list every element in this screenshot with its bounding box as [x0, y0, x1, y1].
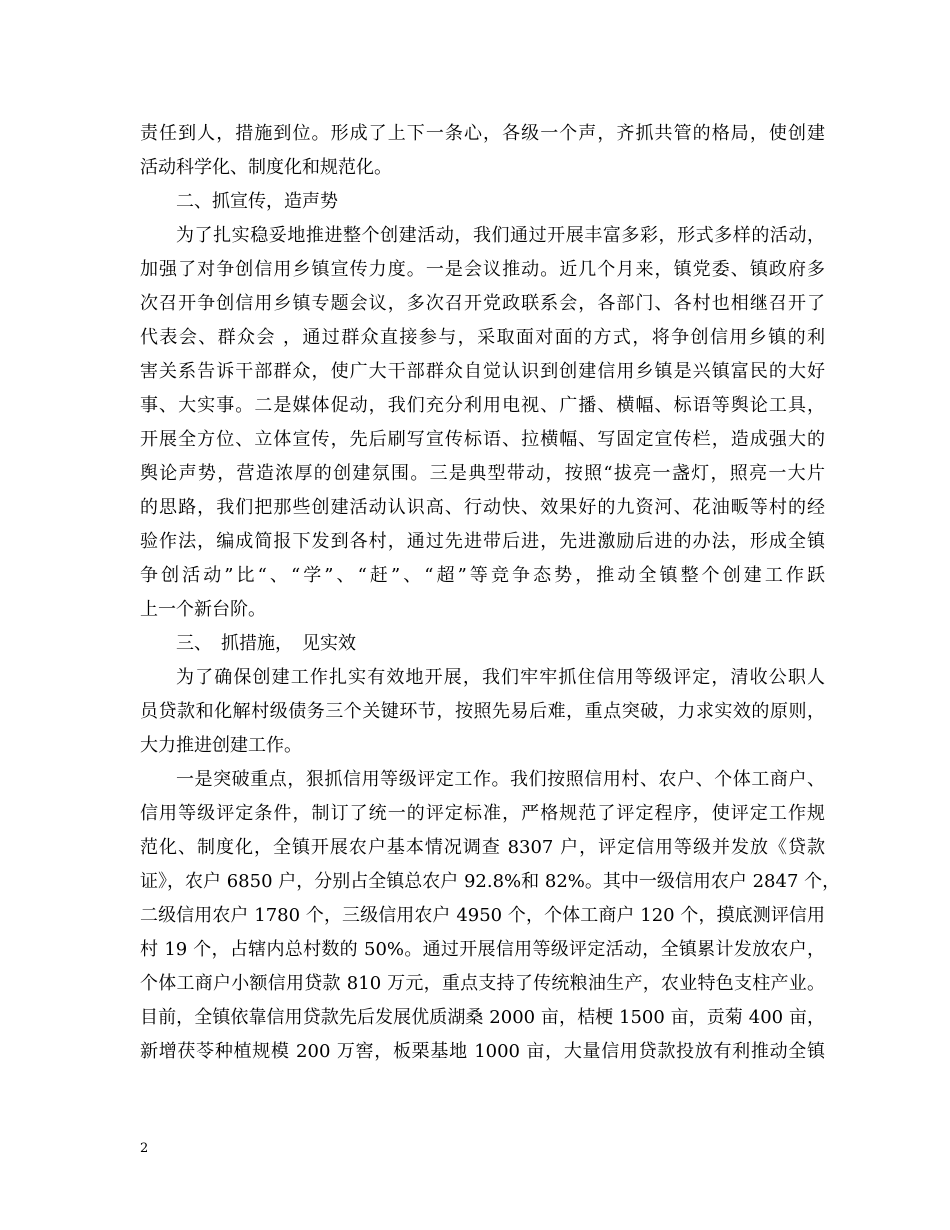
text-line: 三、 抓措施， 见实效: [176, 633, 356, 654]
text-line: 范化、制度化，全镇开展农户基本情况调查 8307 户，评定信用等级并发放《贷款: [140, 837, 825, 858]
text-line: 责任到人，措施到位。形成了上下一条心，各级一个声，齐抓共管的格局，使创建: [140, 123, 825, 144]
text-line: 村 19 个，占辖内总村数的 50%。通过开展信用等级评定活动，全镇累计发放农户，: [140, 939, 825, 960]
text-line: 目前，全镇依靠信用贷款先后发展优质湖桑 2000 亩，桔梗 1500 亩，贡菊 400 亩，: [140, 1007, 825, 1028]
text-line: 活动科学化、制度化和规范化。: [140, 157, 392, 178]
text-line: 为了确保创建工作扎实有效地开展，我们牢牢抓住信用等级评定，清收公职人: [176, 667, 825, 688]
text-line: 一是突破重点，狠抓信用等级评定工作。我们按照信用村、农户、个体工商户、: [176, 769, 825, 790]
text-line: 开展全方位、立体宣传，先后刷写宣传标语、拉横幅、写固定宣传栏，造成强大的: [140, 429, 825, 450]
text-line: 争创活动”比“、“学”、“赶”、“超”等竞争态势，推动全镇整个创建工作跃: [140, 565, 825, 586]
page-number: 2: [140, 1141, 149, 1156]
text-line: 事、大实事。二是媒体促动，我们充分利用电视、广播、横幅、标语等舆论工具，: [140, 395, 825, 416]
text-line: 二级信用农户 1780 个，三级信用农户 4950 个，个体工商户 120 个，摸底测评信用: [140, 905, 825, 926]
text-line: 的思路，我们把那些创建活动认识高、行动快、效果好的九资河、花油畈等村的经: [140, 497, 825, 518]
text-line: 大力推进创建工作。: [140, 735, 302, 756]
text-line: 员贷款和化解村级债务三个关键环节，按照先易后难，重点突破，力求实效的原则，: [140, 701, 825, 722]
text-line: 次召开争创信用乡镇专题会议，多次召开党政联系会，各部门、各村也相继召开了: [140, 293, 825, 314]
text-line: 为了扎实稳妥地推进整个创建活动，我们通过开展丰富多彩，形式多样的活动，: [176, 225, 825, 246]
text-line: 二、抓宣传，造声势: [176, 191, 338, 212]
text-line: 代表会、群众会 ，通过群众直接参与，采取面对面的方式，将争创信用乡镇的利: [140, 327, 825, 348]
text-line: 害关系告诉干部群众，使广大干部群众自觉认识到创建信用乡镇是兴镇富民的大好: [140, 361, 825, 382]
text-line: 新增茯苓种植规模 200 万窖，板栗基地 1000 亩，大量信用贷款投放有利推动全镇: [140, 1041, 825, 1062]
text-line: 证》，农户 6850 户，分别占全镇总农户 92.8%和 82%。其中一级信用农户 2847 个，: [140, 871, 841, 892]
text-line: 加强了对争创信用乡镇宣传力度。一是会议推动。近几个月来，镇党委、镇政府多: [140, 259, 825, 280]
text-line: 个体工商户小额信用贷款 810 万元，重点支持了传统粮油生产，农业特色支柱产业。: [140, 973, 825, 994]
document-body: [140, 117, 841, 1069]
text-line: 舆论声势，营造浓厚的创建氛围。三是典型带动，按照“拔亮一盏灯，照亮一大片: [140, 463, 825, 484]
text-line: 验作法，编成简报下发到各村，通过先进带后进，先进激励后进的办法，形成全镇: [140, 531, 825, 552]
text-line: 上一个新台阶。: [140, 599, 266, 620]
text-line: 信用等级评定条件，制订了统一的评定标准，严格规范了评定程序，使评定工作规: [140, 803, 825, 824]
